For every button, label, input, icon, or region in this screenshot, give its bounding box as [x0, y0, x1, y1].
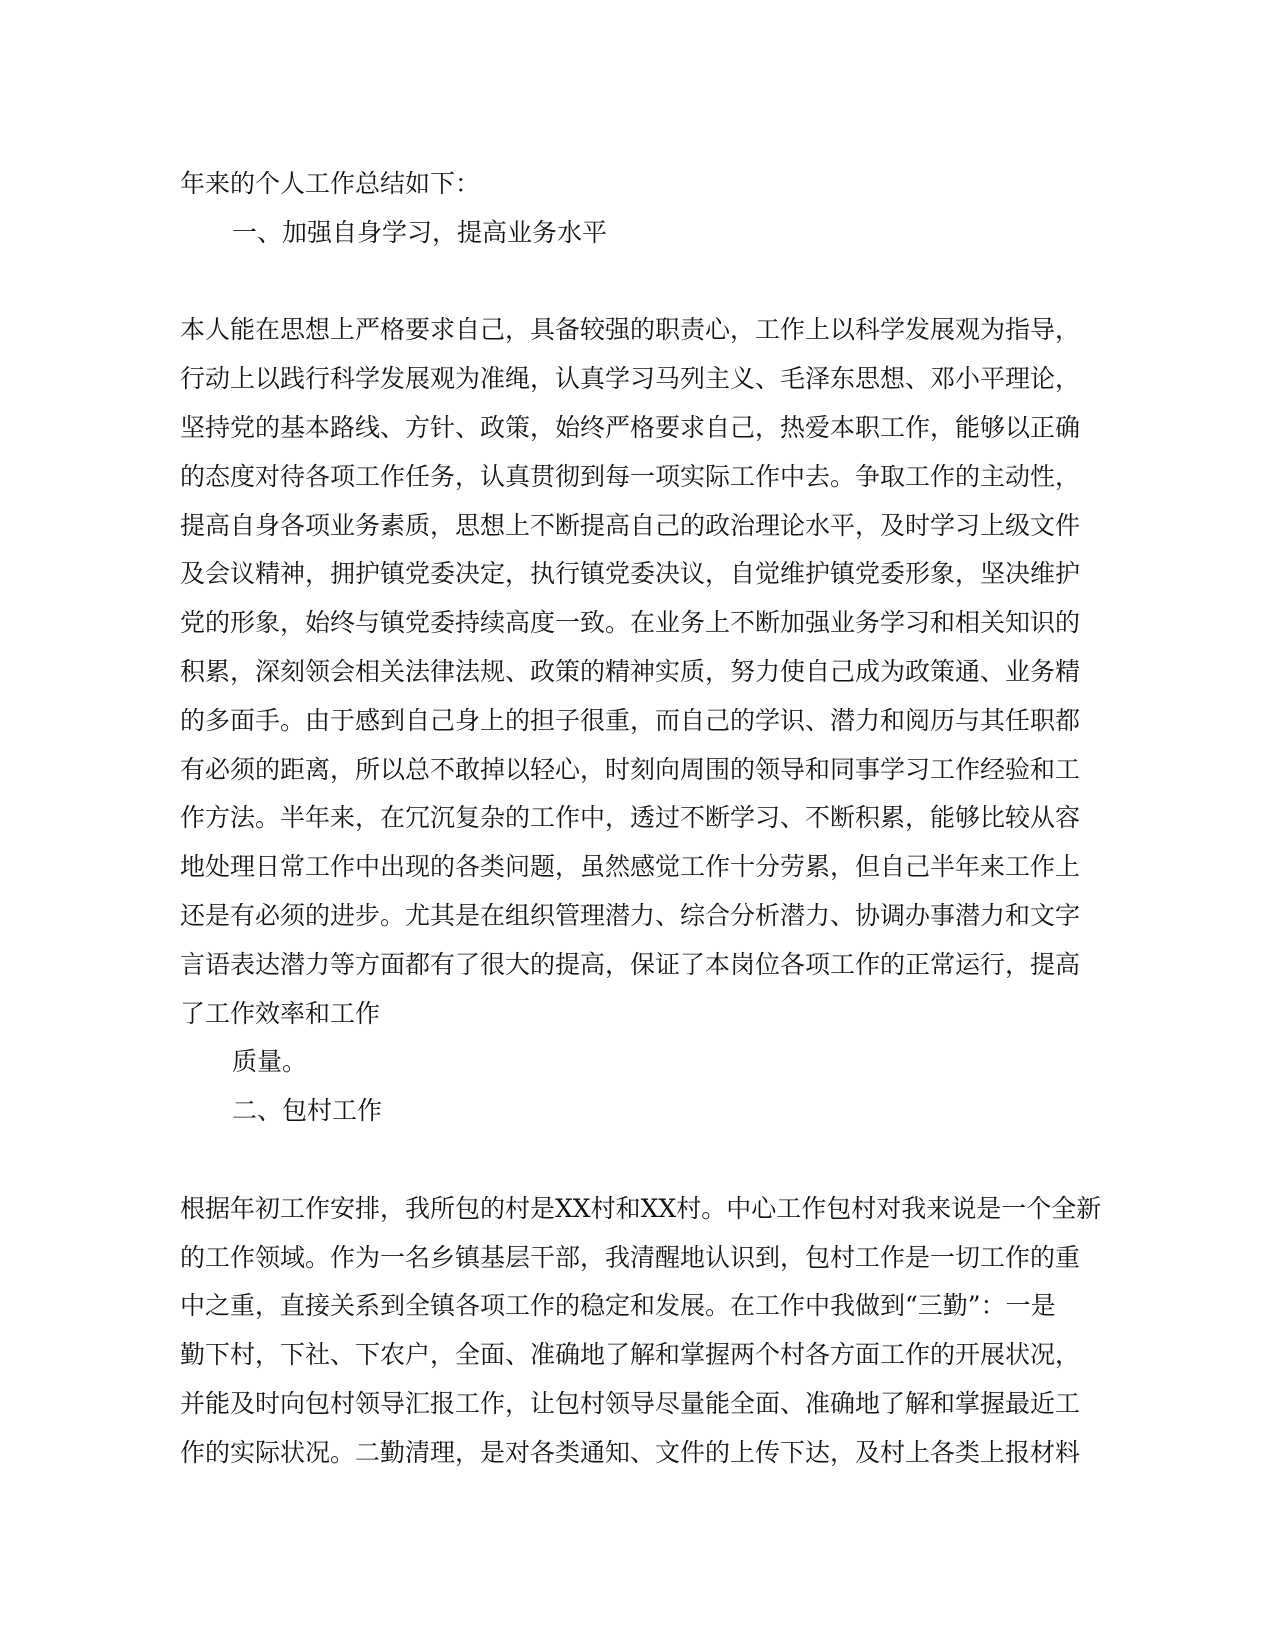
text-line: 积累，深刻领会相关法律法规、政策的精神实质，努力使自己成为政策通、业务精: [180, 656, 1081, 686]
text-line: 有必须的距离，所以总不敢掉以轻心，时刻向周围的领导和同事学习工作经验和工: [180, 754, 1081, 784]
text-line: 年来的个人工作总结如下：: [180, 169, 481, 198]
document-text-body: [180, 160, 1102, 1478]
text-line: 提高自身各项业务素质，思想上不断提高自己的政治理论水平，及时学习上级文件: [180, 510, 1081, 540]
text-line: 了工作效率和工作: [180, 998, 381, 1028]
text-line: 的态度对待各项工作任务，认真贯彻到每一项实际工作中去。争取工作的主动性，: [180, 461, 1081, 491]
text-line: 行动上以践行科学发展观为准绳，认真学习马列主义、毛泽东思想、邓小平理论，: [180, 364, 1081, 394]
blank-line: [180, 258, 1081, 307]
text-line: 作的实际状况。二勤清理，是对各类通知、文件的上传下达，及村上各类上报材料: [180, 1437, 1081, 1467]
text-line: 勤下村，下社、下农户，全面、准确地了解和掌握两个村各方面工作的开展状况，: [180, 1340, 1081, 1370]
text-line: 的多面手。由于感到自己身上的担子很重，而自己的学识、潜力和阅历与其任职都: [180, 705, 1081, 735]
text-line: 坚持党的基本路线、方针、政策，始终严格要求自己，热爱本职工作，能够以正确: [180, 412, 1081, 442]
text-line: 言语表达潜力等方面都有了很大的提高，保证了本岗位各项工作的正常运行，提高: [180, 949, 1081, 979]
blank-line: [180, 1136, 1081, 1185]
section-heading-2: 二、包村工作: [232, 1096, 383, 1126]
text-line: 本人能在思想上严格要求自己，具备较强的职责心，工作上以科学发展观为指导，: [180, 315, 1081, 345]
text-line: 党的形象，始终与镇党委持续高度一致。在业务上不断加强业务学习和相关知识的: [180, 608, 1081, 638]
text-line: 并能及时向包村领导汇报工作，让包村领导尽量能全面、准确地了解和掌握最近工: [180, 1388, 1081, 1418]
text-line: 质量。: [232, 1047, 308, 1077]
text-line: 地处理日常工作中出现的各类问题，虽然感觉工作十分劳累，但自己半年来工作上: [180, 852, 1081, 882]
text-line: 作方法。半年来，在冗沉复杂的工作中，透过不断学习、不断积累，能够比较从容: [180, 803, 1081, 833]
text-line: 根据年初工作安排，我所包的村是XX村和XX村。中心工作包村对我来说是一个全新: [180, 1193, 1102, 1223]
text-line: 还是有必须的进步。尤其是在组织管理潜力、综合分析潜力、协调办事潜力和文字: [180, 900, 1081, 930]
text-line: 及会议精神，拥护镇党委决定，执行镇党委决议，自觉维护镇党委形象，坚决维护: [180, 559, 1081, 589]
section-heading-1: 一、加强自身学习，提高业务水平: [232, 217, 608, 247]
text-line: 中之重，直接关系到全镇各项工作的稳定和发展。在工作中我做到“三勤”：一是: [180, 1291, 1056, 1321]
text-line: 的工作领域。作为一名乡镇基层干部，我清醒地认识到，包村工作是一切工作的重: [180, 1242, 1081, 1272]
